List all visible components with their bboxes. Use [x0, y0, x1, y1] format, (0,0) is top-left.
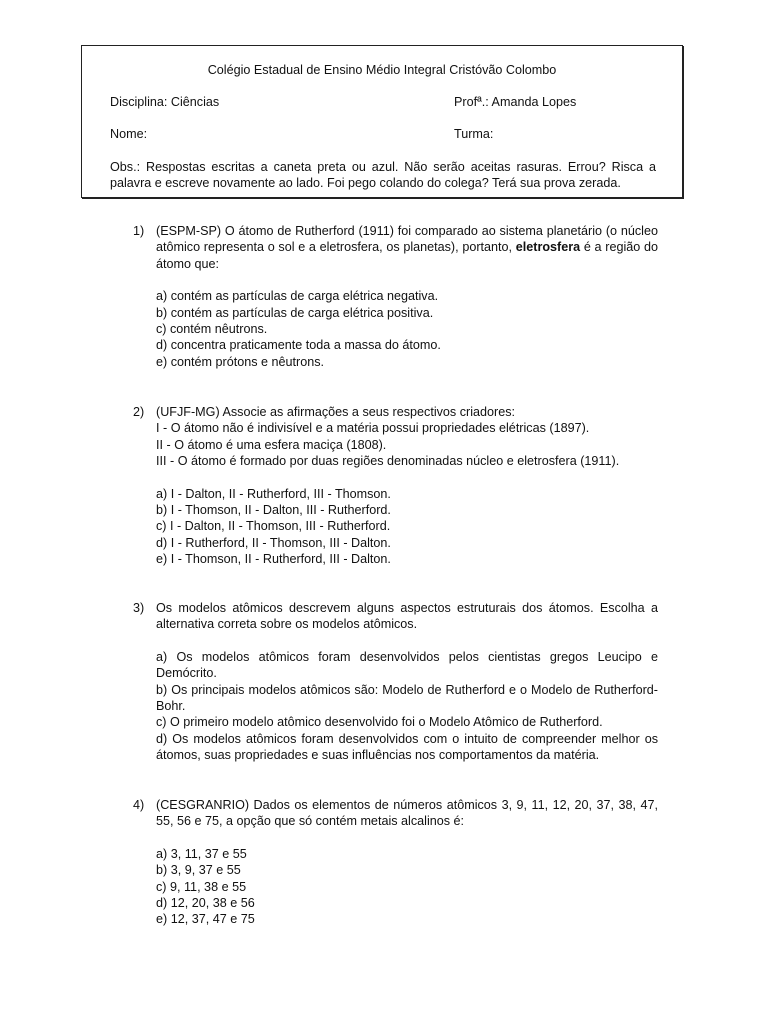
question-text: (ESPM-SP) O átomo de Rutherford (1911) foi comparado ao sistema planetário (o núcleo atômico representa o sol e a eletrosfera, os planetas), portanto, eletrosfera é a região do átomo que: — [156, 224, 658, 271]
option: a) I - Dalton, II - Rutherford, III - Thomson. — [156, 486, 391, 501]
option: c) O primeiro modelo atômico desenvolvido foi o Modelo Atômico de Rutherford. — [156, 715, 603, 730]
option: e) 12, 37, 47 e 75 — [156, 912, 255, 927]
options-list — [156, 288, 658, 370]
option: d) Os modelos atômicos foram desenvolvidos com o intuito de compreender melhor os átomos, suas propriedades e suas influências nos comportamentos da matéria. — [156, 731, 658, 763]
option: b) 3, 9, 37 e 55 — [156, 863, 241, 878]
question-line: I - O átomo não é indivisível e a matéria possui propriedades elétricas (1897). — [156, 421, 590, 436]
option: b) Os principais modelos atômicos são: Modelo de Rutherford e o Modelo de Rutherford-Bohr. — [156, 682, 658, 714]
question-line: III - O átomo é formado por duas regiões denominadas núcleo e eletrosfera (1911). — [156, 454, 620, 469]
question-text: Os modelos atômicos descrevem alguns aspectos estruturais dos átomos. Escolha a alternativa correta sobre os modelos atômicos. — [156, 601, 658, 632]
exam-header — [81, 45, 683, 198]
teacher-label: Profª.: Amanda Lopes — [454, 95, 577, 109]
option: d) concentra praticamente toda a massa do átomo. — [156, 338, 441, 353]
option: e) I - Thomson, II - Rutherford, III - Dalton. — [156, 552, 391, 567]
option: b) I - Thomson, II - Dalton, III - Rutherford. — [156, 503, 391, 518]
option: c) 9, 11, 38 e 55 — [156, 879, 247, 894]
options-list — [156, 486, 658, 568]
question-text — [156, 404, 658, 470]
header-row-name — [110, 126, 656, 142]
option: c) contém nêutrons. — [156, 322, 268, 337]
question-number: 4) — [133, 798, 145, 812]
options-list — [156, 846, 658, 928]
question-line: II - O átomo é uma esfera maciça (1808). — [156, 437, 387, 452]
option: a) contém as partículas de carga elétrica negativa. — [156, 289, 439, 304]
question-2 — [133, 404, 658, 568]
class-label: Turma: — [454, 127, 494, 141]
question-3 — [133, 600, 658, 764]
bold-term: eletrosfera — [515, 240, 581, 255]
option: a) 3, 11, 37 e 55 — [156, 846, 247, 861]
question-4 — [133, 797, 658, 928]
school-name: Colégio Estadual de Ensino Médio Integral Cristóvão Colombo — [207, 63, 557, 77]
option: d) 12, 20, 38 e 56 — [156, 896, 255, 911]
question-number: 2) — [133, 405, 145, 419]
option: e) contém prótons e nêutrons. — [156, 354, 325, 369]
discipline-label: Disciplina: Ciências — [110, 95, 220, 109]
option: d) I - Rutherford, II - Thomson, III - Dalton. — [156, 535, 391, 550]
question-number: 3) — [133, 601, 145, 615]
question-1 — [133, 223, 658, 370]
question-line: (UFJF-MG) Associe as afirmações a seus respectivos criadores: — [156, 405, 516, 419]
header-row-discipline — [110, 94, 656, 110]
question-number: 1) — [133, 224, 145, 238]
name-label: Nome: — [110, 127, 148, 141]
option: b) contém as partículas de carga elétrica positiva. — [156, 305, 434, 320]
observations: Obs.: Respostas escritas a caneta preta ou azul. Não serão aceitas rasuras. Errou? Risca a palavra e escreve novamente ao lado. Foi pego colando do colega? Terá sua prova zerada. — [110, 160, 656, 191]
option: c) I - Dalton, II - Thomson, III - Rutherford. — [156, 519, 391, 534]
option: a) Os modelos atômicos foram desenvolvidos pelos cientistas gregos Leucipo e Demócrito. — [156, 649, 658, 681]
options-list — [156, 649, 658, 764]
question-text: (CESGRANRIO) Dados os elementos de números atômicos 3, 9, 11, 12, 20, 37, 38, 47, 55, 56 e 75, a opção que só contém metais alcalinos é: — [156, 798, 658, 829]
